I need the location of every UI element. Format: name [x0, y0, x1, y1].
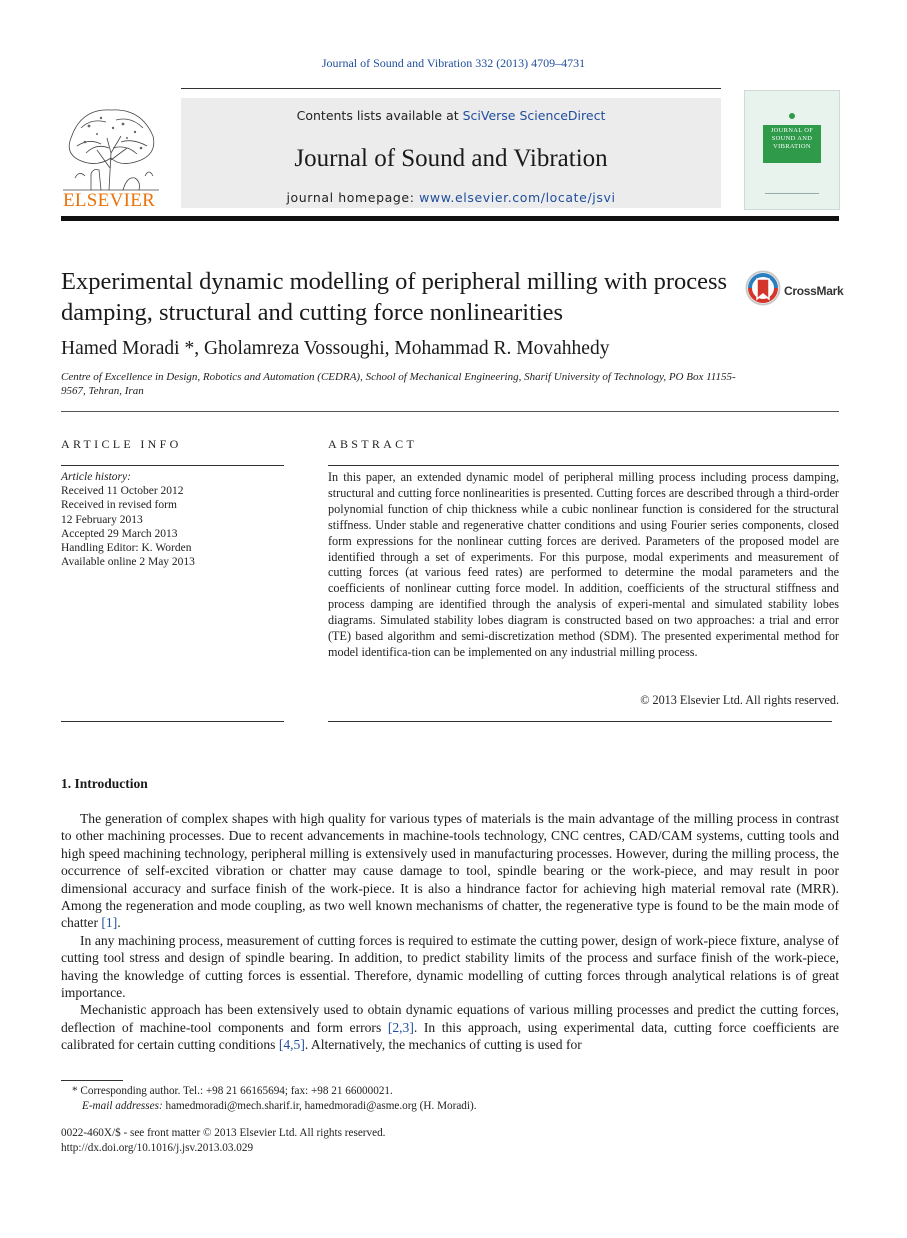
paragraph: [61, 810, 839, 932]
article-title: Experimental dynamic modelling of peripheral milling with process damping, structural and cutting force nonlinearities: [61, 268, 728, 326]
journal-header: [61, 88, 839, 218]
divider: [328, 721, 832, 722]
sciencedirect-link[interactable]: SciVerse ScienceDirect: [462, 108, 606, 123]
cover-title: JOURNAL OF SOUND AND VIBRATION: [770, 127, 814, 150]
issn-line: 0022-460X/$ - see front matter © 2013 Elsevier Ltd. All rights reserved.: [61, 1127, 386, 1139]
history-line: Handling Editor: K. Worden: [61, 542, 192, 555]
crossmark-button[interactable]: [745, 270, 845, 310]
citation-link[interactable]: [4,5]: [278, 1037, 305, 1053]
introduction-body: [61, 810, 839, 1054]
divider: [61, 465, 284, 466]
email-addresses: hamedmoradi@mech.sharif.ir, hamedmoradi@asme.org (H. Moradi).: [162, 1100, 477, 1112]
journal-reference-link[interactable]: Journal of Sound and Vibration 332 (2013) 4709–4731: [321, 56, 586, 70]
divider: [61, 721, 284, 722]
abstract-heading: ABSTRACT: [328, 437, 418, 451]
history-line: Accepted 29 March 2013: [61, 527, 178, 540]
journal-homepage-link[interactable]: www.elsevier.com/locate/jsvi: [419, 190, 616, 205]
journal-title: Journal of Sound and Vibration: [294, 145, 608, 172]
elsevier-wordmark: ELSEVIER: [63, 190, 156, 211]
paragraph-text: The generation of complex shapes with high quality for various types of materials is the main advantage of the milling process in contrast to other machining processes. Due to recent advancements in machine-tools technology, CNC centres, CAD/CAM systems, cutting tools and high speed machining technology, peripheral milling is extensively used in manufacturing processes. However, during the milling process, the occurrence of self-excited vibration or chatter may cause damage to tool, spindle bearing or the work-piece, and may result in poor dimensional accuracy and surface finish of the work-piece. It is also a hindrance factor for achieving high material removal rate (MRR). Among the regeneration and mode coupling, as two well known mechanisms of chatter, the regenerative type is found to be the main mode of chatter: [61, 811, 839, 931]
doi-link[interactable]: http://dx.doi.org/10.1016/j.jsv.2013.03.029: [61, 1141, 254, 1154]
footnote: [72, 1084, 832, 1114]
affiliation: Centre of Excellence in Design, Robotics and Automation (CEDRA), School of Mechanical Engineering, Sharif University of Technology, PO Box 11155-9567, Tehran, Iran: [61, 371, 736, 397]
article-info-heading: ARTICLE INFO: [61, 437, 182, 451]
divider: [328, 465, 839, 466]
journal-cover-thumbnail[interactable]: [744, 90, 840, 210]
corresponding-author-note: * Corresponding author. Tel.: +98 21 66165694; fax: +98 21 66000021.: [72, 1085, 393, 1097]
article-history: [61, 470, 291, 569]
paragraph: [61, 1001, 839, 1053]
email-label: E-mail addresses:: [82, 1100, 163, 1112]
cover-logo-icon: [789, 113, 795, 119]
paragraph-text: .: [117, 915, 121, 931]
history-line: Received 11 October 2012: [61, 485, 184, 498]
paragraph: In any machining process, measurement of cutting forces is required to estimate the cutting power, design of work-piece fixture, analyse of cutting tool stress and design of spindle bearing. In addition, to predict stability limits of the process and surface finish of the work-piece, having the knowledge of cutting forces is essential. Therefore, dynamic modelling of cutting forces through analytical relations is of great importance.: [61, 932, 839, 1001]
divider: [61, 411, 839, 412]
crossmark-icon: [745, 270, 781, 306]
paragraph-text: . In this approach, using experimental data, cutting force coefficients are calibrated for certain cutting conditions: [61, 1019, 840, 1053]
header-divider: [61, 216, 839, 221]
section-heading-introduction: 1. Introduction: [61, 776, 148, 791]
paragraph-text: Mechanistic approach has been extensively used to obtain dynamic equations of various milling processes and predict the cutting forces, deflection of machine-tool components and form errors: [61, 1002, 839, 1035]
history-line: Available online 2 May 2013: [61, 556, 195, 569]
masthead-rule: [181, 88, 721, 89]
author-list: Hamed Moradi *, Gholamreza Vossoughi, Mohammad R. Movahhedy: [61, 338, 610, 359]
abstract-copyright: © 2013 Elsevier Ltd. All rights reserved.: [640, 693, 839, 707]
issn-block: [61, 1126, 385, 1155]
homepage-line: [181, 190, 721, 205]
abstract-text: In this paper, an extended dynamic model of peripheral milling process including process damping, structural and cutting force nonlinearities is presented. Cutting forces are described through a third-order polynomial function of chip thickness while a cubic nonlinear function is considered for the structural stiffness. Under stable and regenerative chatter conditions and using Fourier series components, closed form expressions for the nonlinear cutting forces are derived. Parameters of the proposed model are identified through a set of experiments. For this purpose, modal experiments and measurement of cutting forces (at various feed rates) are performed to determine the modal parameters and the coefficients of nonlinear cutting force model. In addition, coefficients of the structural stiffness and process damping are identified through the analysis of experi-mental and simulated stability lobes diagrams. Simulated stability lobes diagram is constructed based on two approaches: a trial and error (TE) based algorithm and semi-discretization method (SDM). The presented experimental method for model identifica-tion can be implemented on any industrial milling process.: [328, 470, 839, 659]
contents-prefix: Contents lists available at: [296, 108, 463, 123]
history-line: Received in revised form: [61, 499, 177, 512]
cover-publisher-mark: [765, 193, 819, 204]
masthead: [181, 98, 721, 208]
citation-link[interactable]: [1]: [101, 915, 118, 931]
crossmark-label: CrossMark: [784, 284, 844, 298]
homepage-prefix: journal homepage:: [286, 190, 420, 205]
citation-link[interactable]: [2,3]: [387, 1019, 414, 1035]
paragraph-text: . Alternatively, the mechanics of cutting is used for: [304, 1037, 582, 1053]
contents-line: [181, 108, 721, 123]
email-line: [72, 1099, 832, 1114]
article-history-header: Article history:: [61, 471, 131, 483]
footnote-rule: [61, 1080, 123, 1081]
history-line: 12 February 2013: [61, 513, 143, 526]
